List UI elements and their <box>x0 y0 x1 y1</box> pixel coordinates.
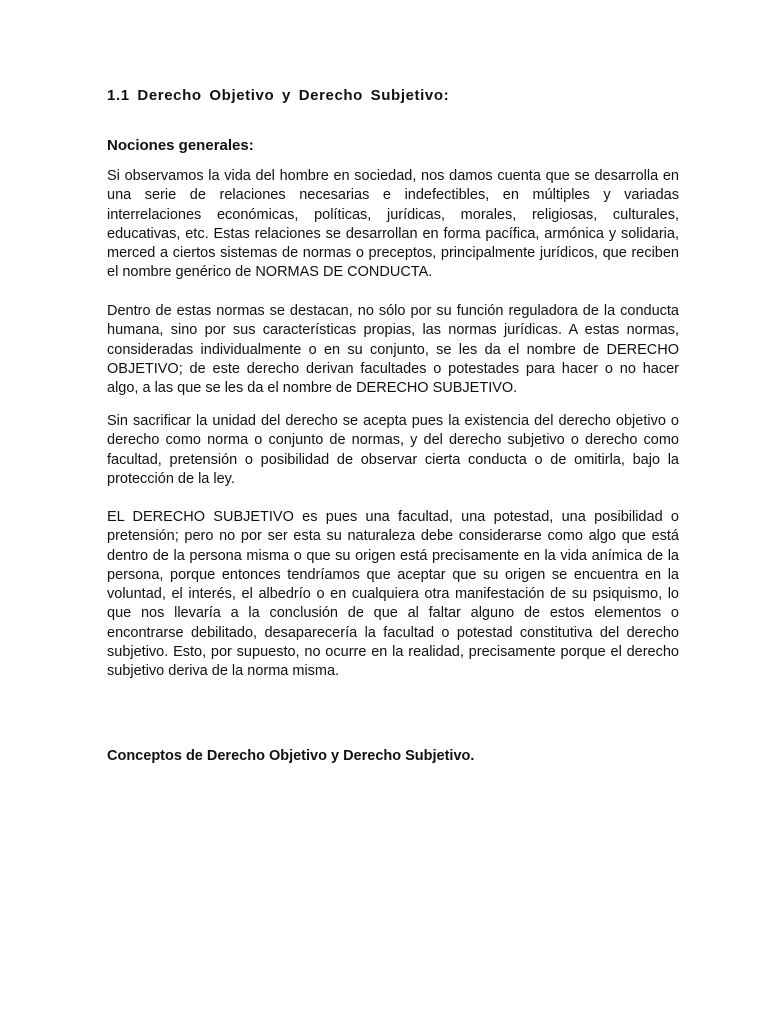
paragraph-2: Dentro de estas normas se destacan, no sólo por su función reguladora de la conducta humana, sino por sus características propias, las normas jurídicas. A estas normas, consideradas individualmente o en su conjunto, se les da el nombre de DERECHO OBJETIVO; de este derecho derivan facultades o potestades para hacer o no hacer algo, a las que se les da el nombre de DERECHO SUBJETIVO. <box>107 303 679 397</box>
concepts-heading: Conceptos de Derecho Objetivo y Derecho Subjetivo. <box>107 748 475 764</box>
paragraph-4: EL DERECHO SUBJETIVO es pues una facultad, una potestad, una posibilidad o pretensión; pero no por ser esta su naturaleza debe considerarse como algo que está dentro de la persona misma o que su origen está precisamente en la vida anímica de la persona, porque entonces tendríamos que aceptar que su origen se encuentra en la voluntad, el interés, el albedrío o en cualquiera otra manifestación de su psiquismo, lo que nos llevaría a la conclusión de que al faltar alguno de estos elementos o encontrarse debilitado, desaparecería la facultad o potestad constitutiva del derecho subjetivo. Esto, por supuesto, no ocurre en la realidad, precisamente porque el derecho subjetivo deriva de la norma misma. <box>107 509 679 680</box>
section-title: 1.1 Derecho Objetivo y Derecho Subjetivo: <box>107 87 450 104</box>
subtitle: Nociones generales: <box>107 137 254 154</box>
paragraph-1: Si observamos la vida del hombre en sociedad, nos damos cuenta que se desarrolla en una serie de relaciones necesarias e indefectibles, en múltiples y variadas interrelaciones económicas, políticas, jurídicas, morales, religiosas, culturales, educativas, etc. Estas relaciones se desarrollan en forma pacífica, armónica y solidaria, merced a ciertos sistemas de normas o preceptos, principalmente jurídicos, que reciben el nombre genérico de NORMAS DE CONDUCTA. <box>107 168 679 281</box>
paragraph-3: Sin sacrificar la unidad del derecho se acepta pues la existencia del derecho objetivo o derecho como norma o conjunto de normas, y del derecho subjetivo o derecho como facultad, pretensión o posibilidad de observar cierta conducta o de omitirla, bajo la protección de la ley. <box>107 413 679 487</box>
